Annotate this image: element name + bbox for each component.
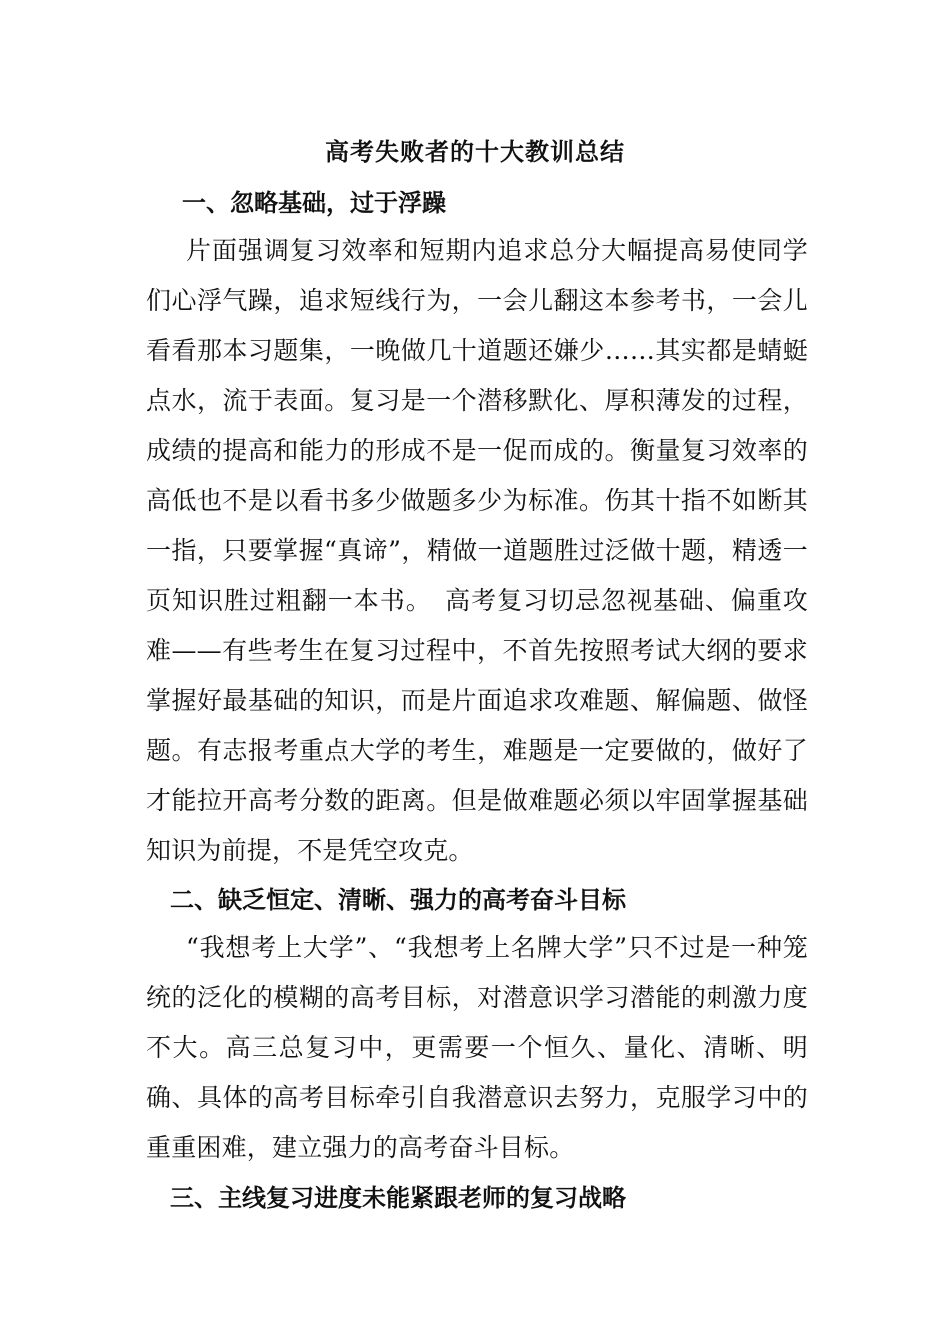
section-paragraph-1: 片面强调复习效率和短期内追求总分大幅提高易使同学们心浮气躁，追求短线行为，一会儿翻这本参考书，一会儿看看那本习题集，一晚做几十道题还嫌少……其实都是蜻蜓点水，流于表面。复习是一个潜移默化、厚积薄发的过程，成绩的提高和能力的形成不是一促而成的。衡量复习效率的高低也不是以看书多少做题多少为标准。伤其十指不如断其一指，只要掌握“真谛”，精做一道题胜过泛做十题，精透一页知识胜过粗翻一本书。 高考复习切忌忽视基础、偏重攻难——有些考生在复习过程中，不首先按照考试大纲的要求掌握好最基础的知识，而是片面追求攻难题、解偏题、做怪题。有志报考重点大学的考生，难题是一定要做的，做好了才能拉开高考分数的距离。但是做难题必须以牢固掌握基础知识为前提，不是凭空攻克。 xyxy=(146,236,808,865)
section-heading-2: 二、缺乏恒定、清晰、强力的高考奋斗目标 xyxy=(170,885,626,914)
section-heading-3: 三、主线复习进度未能紧跟老师的复习战略 xyxy=(170,1183,626,1212)
section-heading-1: 一、忽略基础，过于浮躁 xyxy=(182,188,446,217)
document-title: 高考失败者的十大教训总结 xyxy=(325,137,625,166)
section-paragraph-2: “我想考上大学”、“我想考上名牌大学”只不过是一种笼统的泛化的模糊的高考目标，对潜意识学习潜能的刺激力度不大。高三总复习中，更需要一个恒久、量化、清晰、明确、具体的高考目标牵引自我潜意识去努力，克服学习中的重重困难，建立强力的高考奋斗目标。 xyxy=(146,933,808,1162)
